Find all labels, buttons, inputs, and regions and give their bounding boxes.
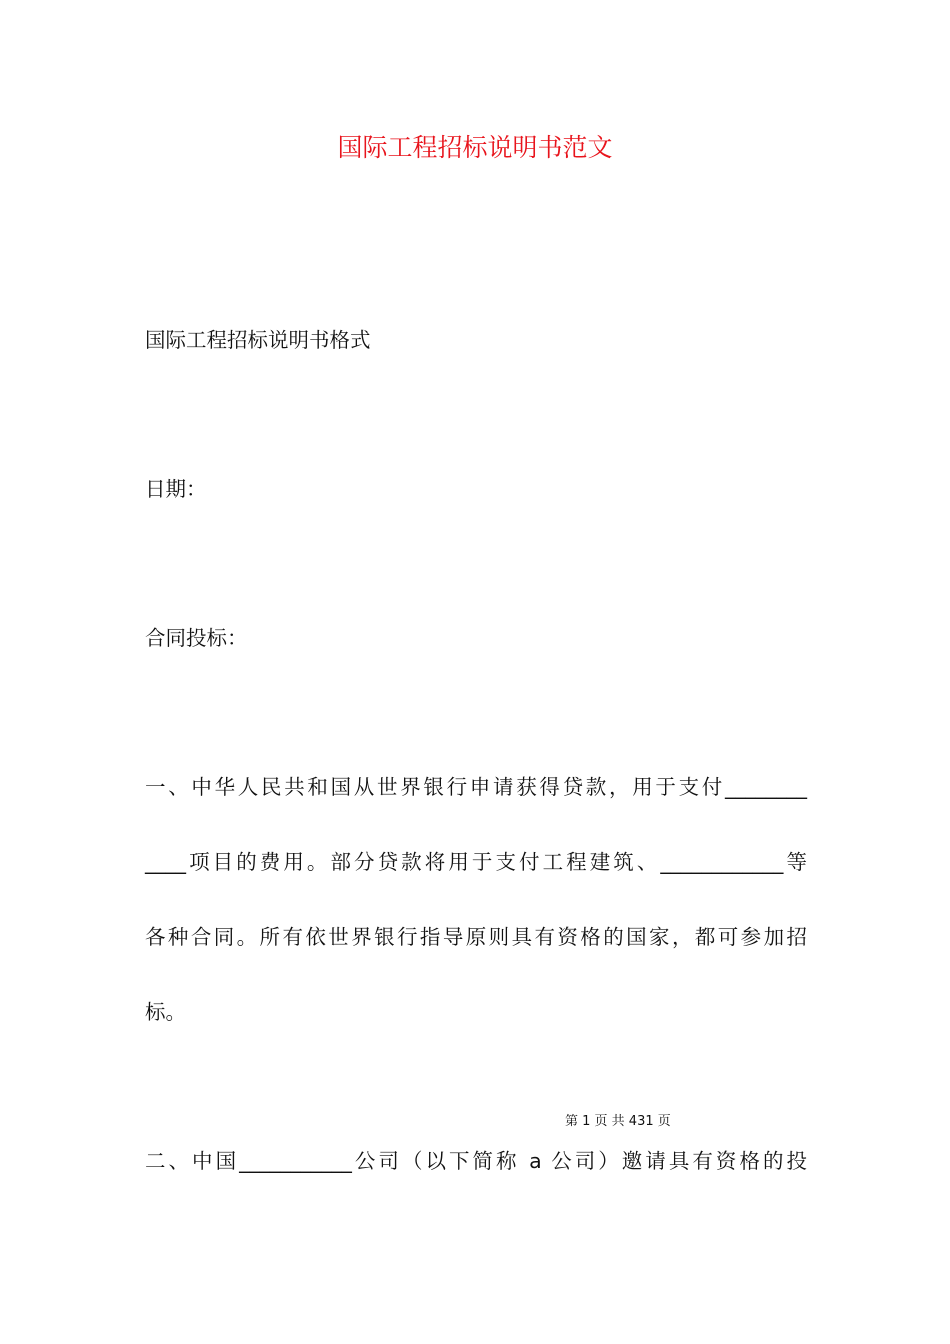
paragraph-1-line-2: ____项目的费用。部分贷款将用于支付工程建筑、____________等 [145,850,807,874]
paragraph-1-line-3: 各种合同。所有依世界银行指导原则具有资格的国家，都可参加招 [145,925,807,949]
page-number: 第 1 页 共 431 页 [565,1114,671,1129]
paragraph-2-line-1: 二、中国___________公司（以下简称 a 公司）邀请具有资格的投 [145,1149,807,1173]
page-footer [0,1110,950,1134]
contract-label: 合同投标： [145,626,248,650]
paragraph-1-line-4: 标。 [145,1000,186,1024]
date-label: 日期： [145,477,207,501]
paragraph-1-line-1: 一、中华人民共和国从世界银行申请获得贷款，用于支付________ [145,775,807,799]
document-title: 国际工程招标说明书范文 [337,133,613,162]
document-subtitle: 国际工程招标说明书格式 [145,328,371,352]
